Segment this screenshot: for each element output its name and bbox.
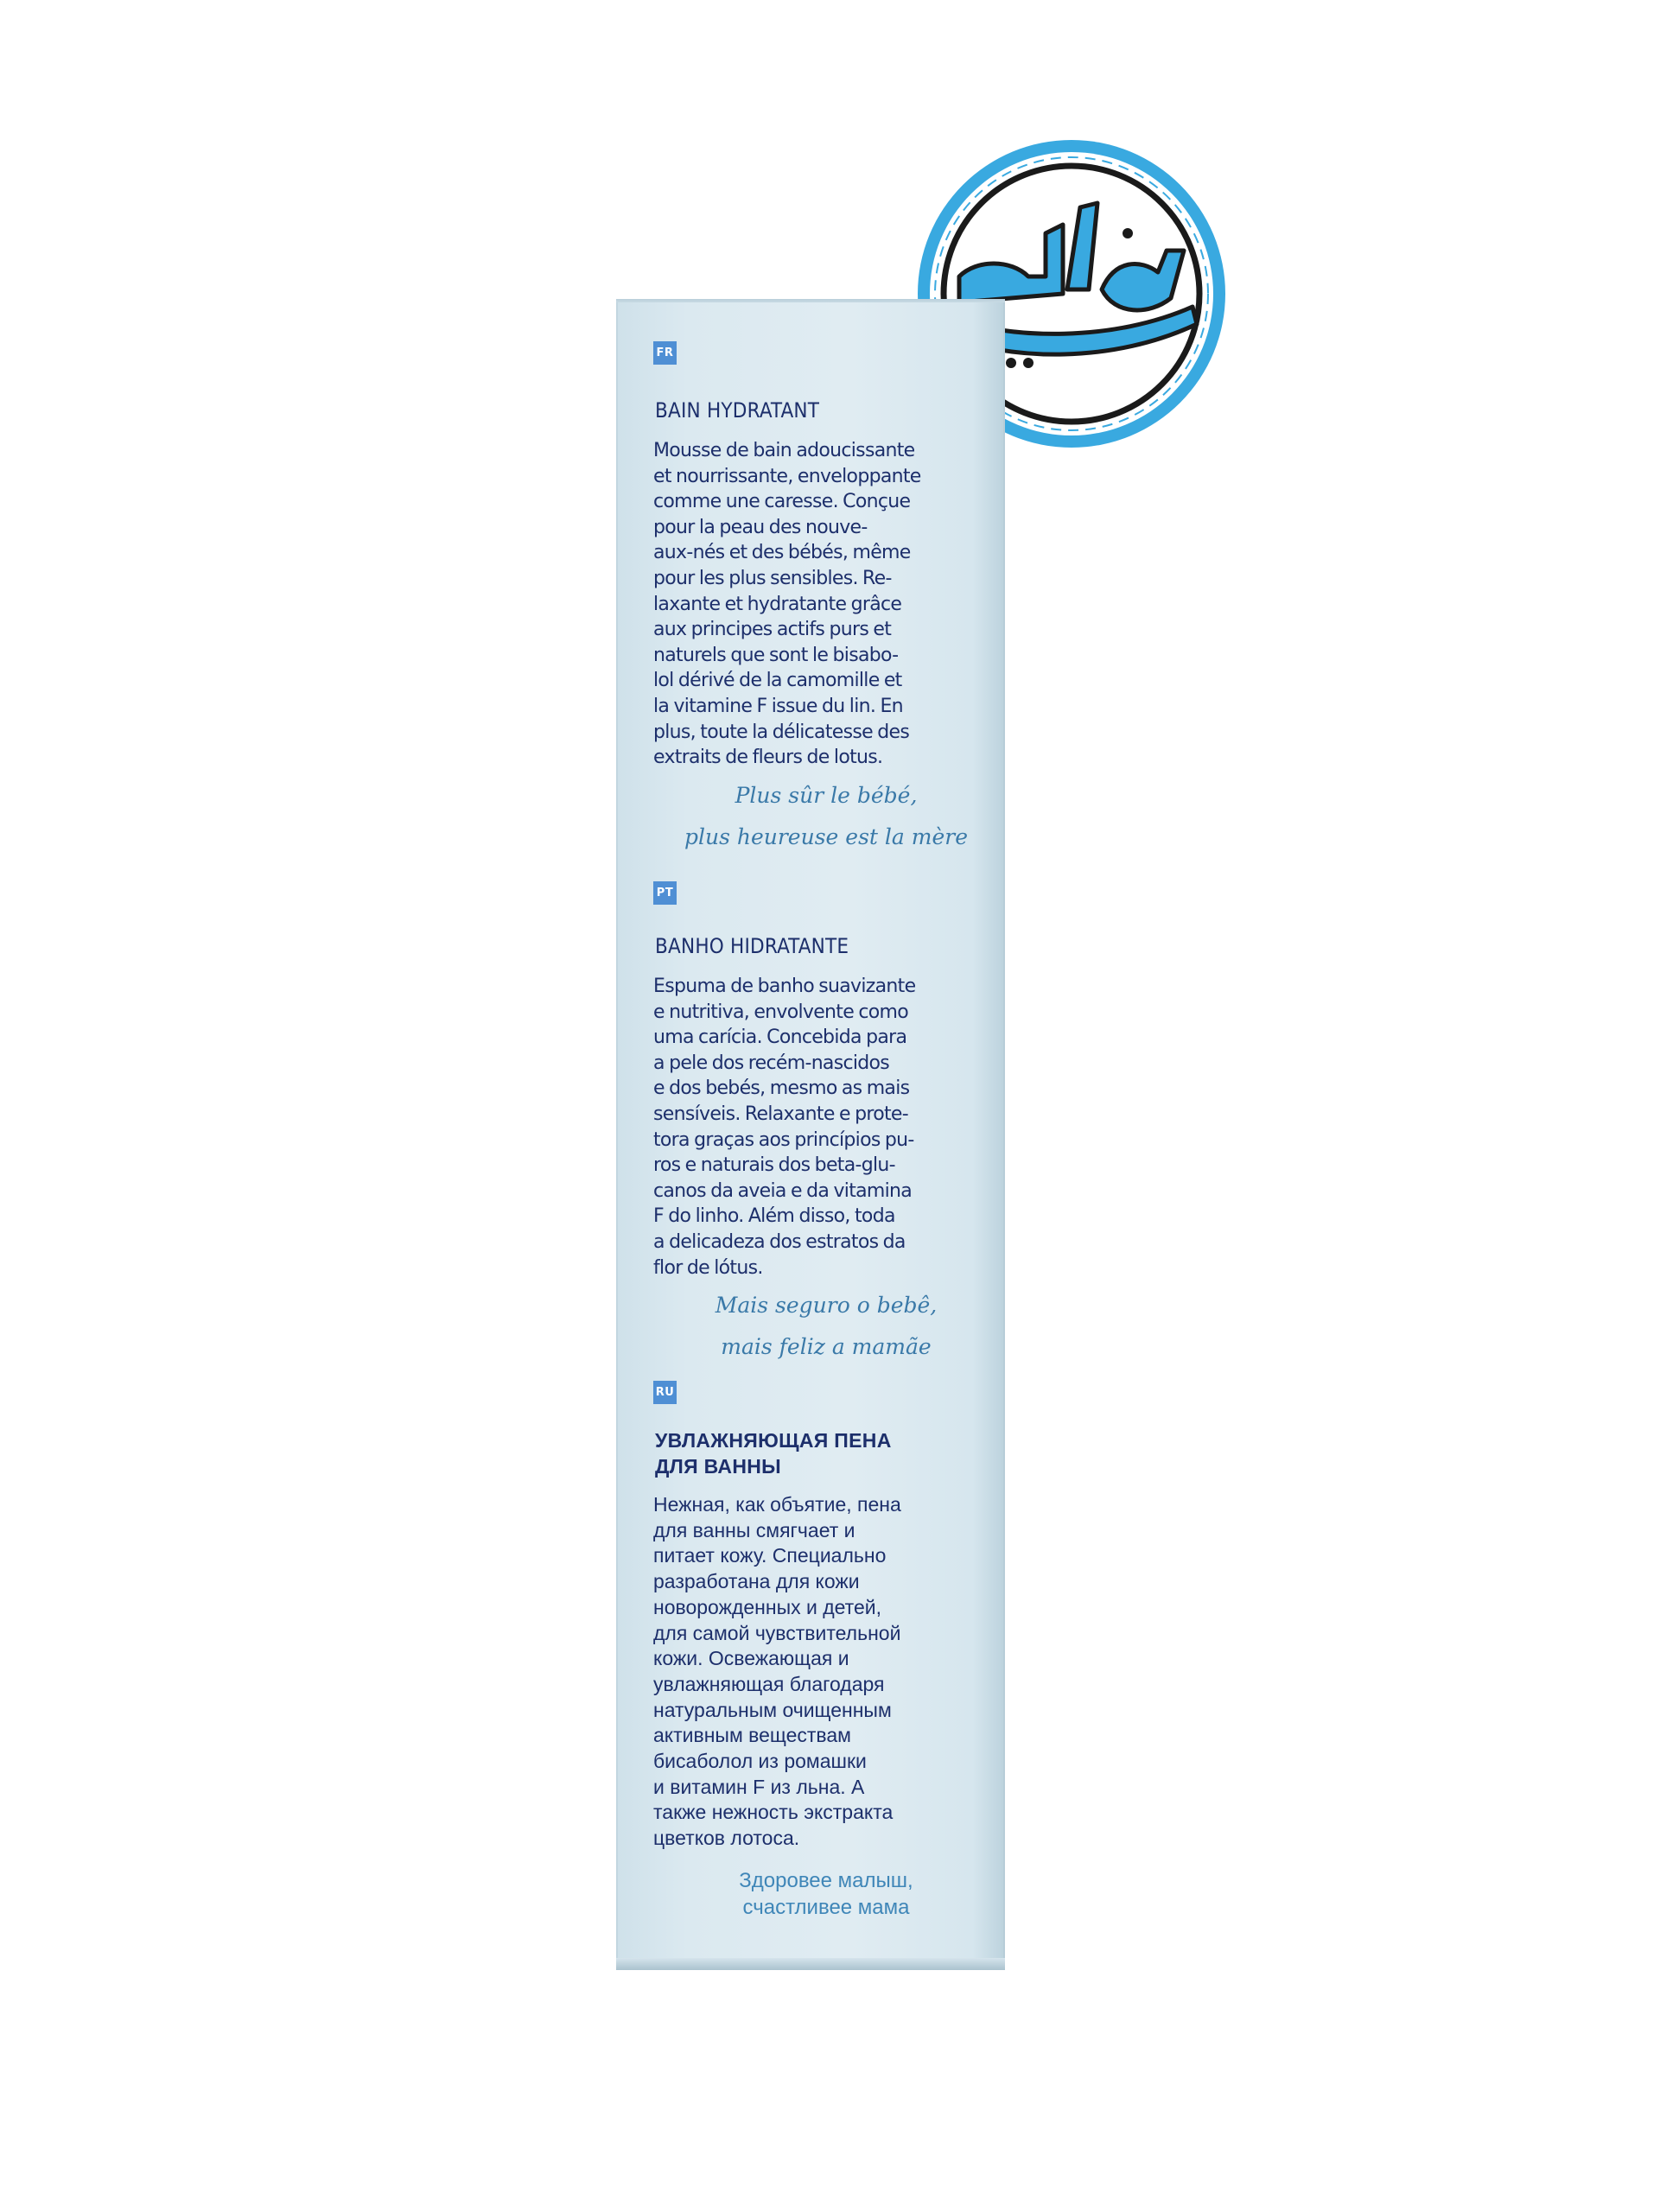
body-pt-line: F do linho. Além disso, toda <box>653 1205 895 1228</box>
slogan-pt <box>645 1285 1008 1368</box>
body-fr-line: lol dérivé de la camomille et <box>653 670 902 692</box>
body-ru-line: увлажняющая благодаря <box>653 1672 885 1695</box>
body-fr-line: plus, toute la délicatesse des <box>653 721 910 743</box>
body-fr-line: aux-nés et des bébés, même <box>653 542 911 564</box>
body-fr-line: la vitamine F issue du lin. En <box>653 695 903 717</box>
body-ru-line: для ванны смягчает и <box>653 1518 855 1541</box>
body-pt-line: tora graças aos princípios pu- <box>653 1128 914 1151</box>
section-title-ru-line-1: УВЛАЖНЯЮЩАЯ ПЕНА <box>655 1429 892 1452</box>
slogan-pt-line-2: mais feliz a mamãe <box>721 1334 932 1359</box>
body-ru-line: бисаболол из ромашки <box>653 1750 867 1773</box>
body-ru-line: новорожденных и детей, <box>653 1595 881 1618</box>
body-ru-line: питает кожу. Специально <box>653 1544 887 1567</box>
body-pt-line: uma carícia. Concebida para <box>653 1027 907 1049</box>
body-ru-line: цветков лотоса. <box>653 1827 800 1850</box>
body-pt-line: canos da aveia e da vitamina <box>653 1179 913 1202</box>
body-ru-line: разработана для кожи <box>653 1570 860 1593</box>
body-fr-line: pour la peau des nouve- <box>653 516 868 538</box>
section-body-ru <box>653 1492 1003 1852</box>
body-pt-line: flor de lótus. <box>653 1256 763 1279</box>
slogan-ru <box>645 1867 1008 1921</box>
lang-badge-fr: FR <box>653 341 677 365</box>
body-fr-line: laxante et hydratante grâce <box>653 593 902 615</box>
slogan-fr-line-2: plus heureuse est la mère <box>684 824 968 849</box>
body-pt-line: Espuma de banho suavizante <box>653 976 916 997</box>
section-title-fr: BAIN HYDRATANT <box>655 398 820 423</box>
body-ru-line: Нежная, как объятие, пена <box>653 1493 901 1516</box>
body-pt-line: e nutritiva, envolvente como <box>653 1001 908 1023</box>
body-pt-line: e dos bebés, mesmo as mais <box>653 1077 910 1100</box>
slogan-fr <box>645 775 1008 858</box>
body-ru-line: активным веществам <box>653 1724 851 1747</box>
slogan-fr-line-1: Plus sûr le bébé, <box>735 783 918 808</box>
body-ru-line: для самой чувствительной <box>653 1621 901 1644</box>
section-body-fr <box>653 438 1001 771</box>
body-ru-line: также нежность экстракта <box>653 1801 894 1824</box>
body-fr-line: pour les plus sensibles. Re- <box>653 567 892 589</box>
body-ru-line: натуральным очищенным <box>653 1698 892 1721</box>
body-fr-line: et nourrissante, enveloppante <box>653 465 921 487</box>
body-pt-line: sensíveis. Relaxante e prote- <box>653 1103 908 1125</box>
body-pt-line: a delicadeza dos estratos da <box>653 1230 906 1253</box>
slogan-ru-line-2: счастливее мама <box>742 1896 910 1919</box>
box-bottom-edge <box>616 1958 1005 1970</box>
lang-badge-pt: PT <box>653 881 677 905</box>
section-title-ru <box>655 1427 892 1479</box>
body-fr-line: Mousse de bain adoucissante <box>653 440 915 461</box>
section-title-pt: BANHO HIDRATANTE <box>655 934 849 958</box>
body-pt-line: ros e naturais dos beta-glu- <box>653 1154 895 1177</box>
body-fr-line: aux principes actifs purs et <box>653 619 892 641</box>
body-fr-line: comme une caresse. Conçue <box>653 491 911 513</box>
body-fr-line: naturels que sont le bisabo- <box>653 644 899 666</box>
section-body-pt <box>653 974 1001 1281</box>
slogan-pt-line-1: Mais seguro o bebê, <box>715 1293 938 1318</box>
slogan-ru-line-1: Здоровее малыш, <box>739 1869 913 1892</box>
body-fr-line: extraits de fleurs de lotus. <box>653 747 883 769</box>
lang-badge-ru: RU <box>653 1381 677 1404</box>
body-pt-line: a pele dos recém-nascidos <box>653 1052 890 1074</box>
section-title-ru-line-2: ДЛЯ ВАННЫ <box>655 1455 781 1478</box>
body-ru-line: и витамин F из льна. А <box>653 1775 865 1798</box>
body-ru-line: кожи. Освежающая и <box>653 1647 849 1670</box>
